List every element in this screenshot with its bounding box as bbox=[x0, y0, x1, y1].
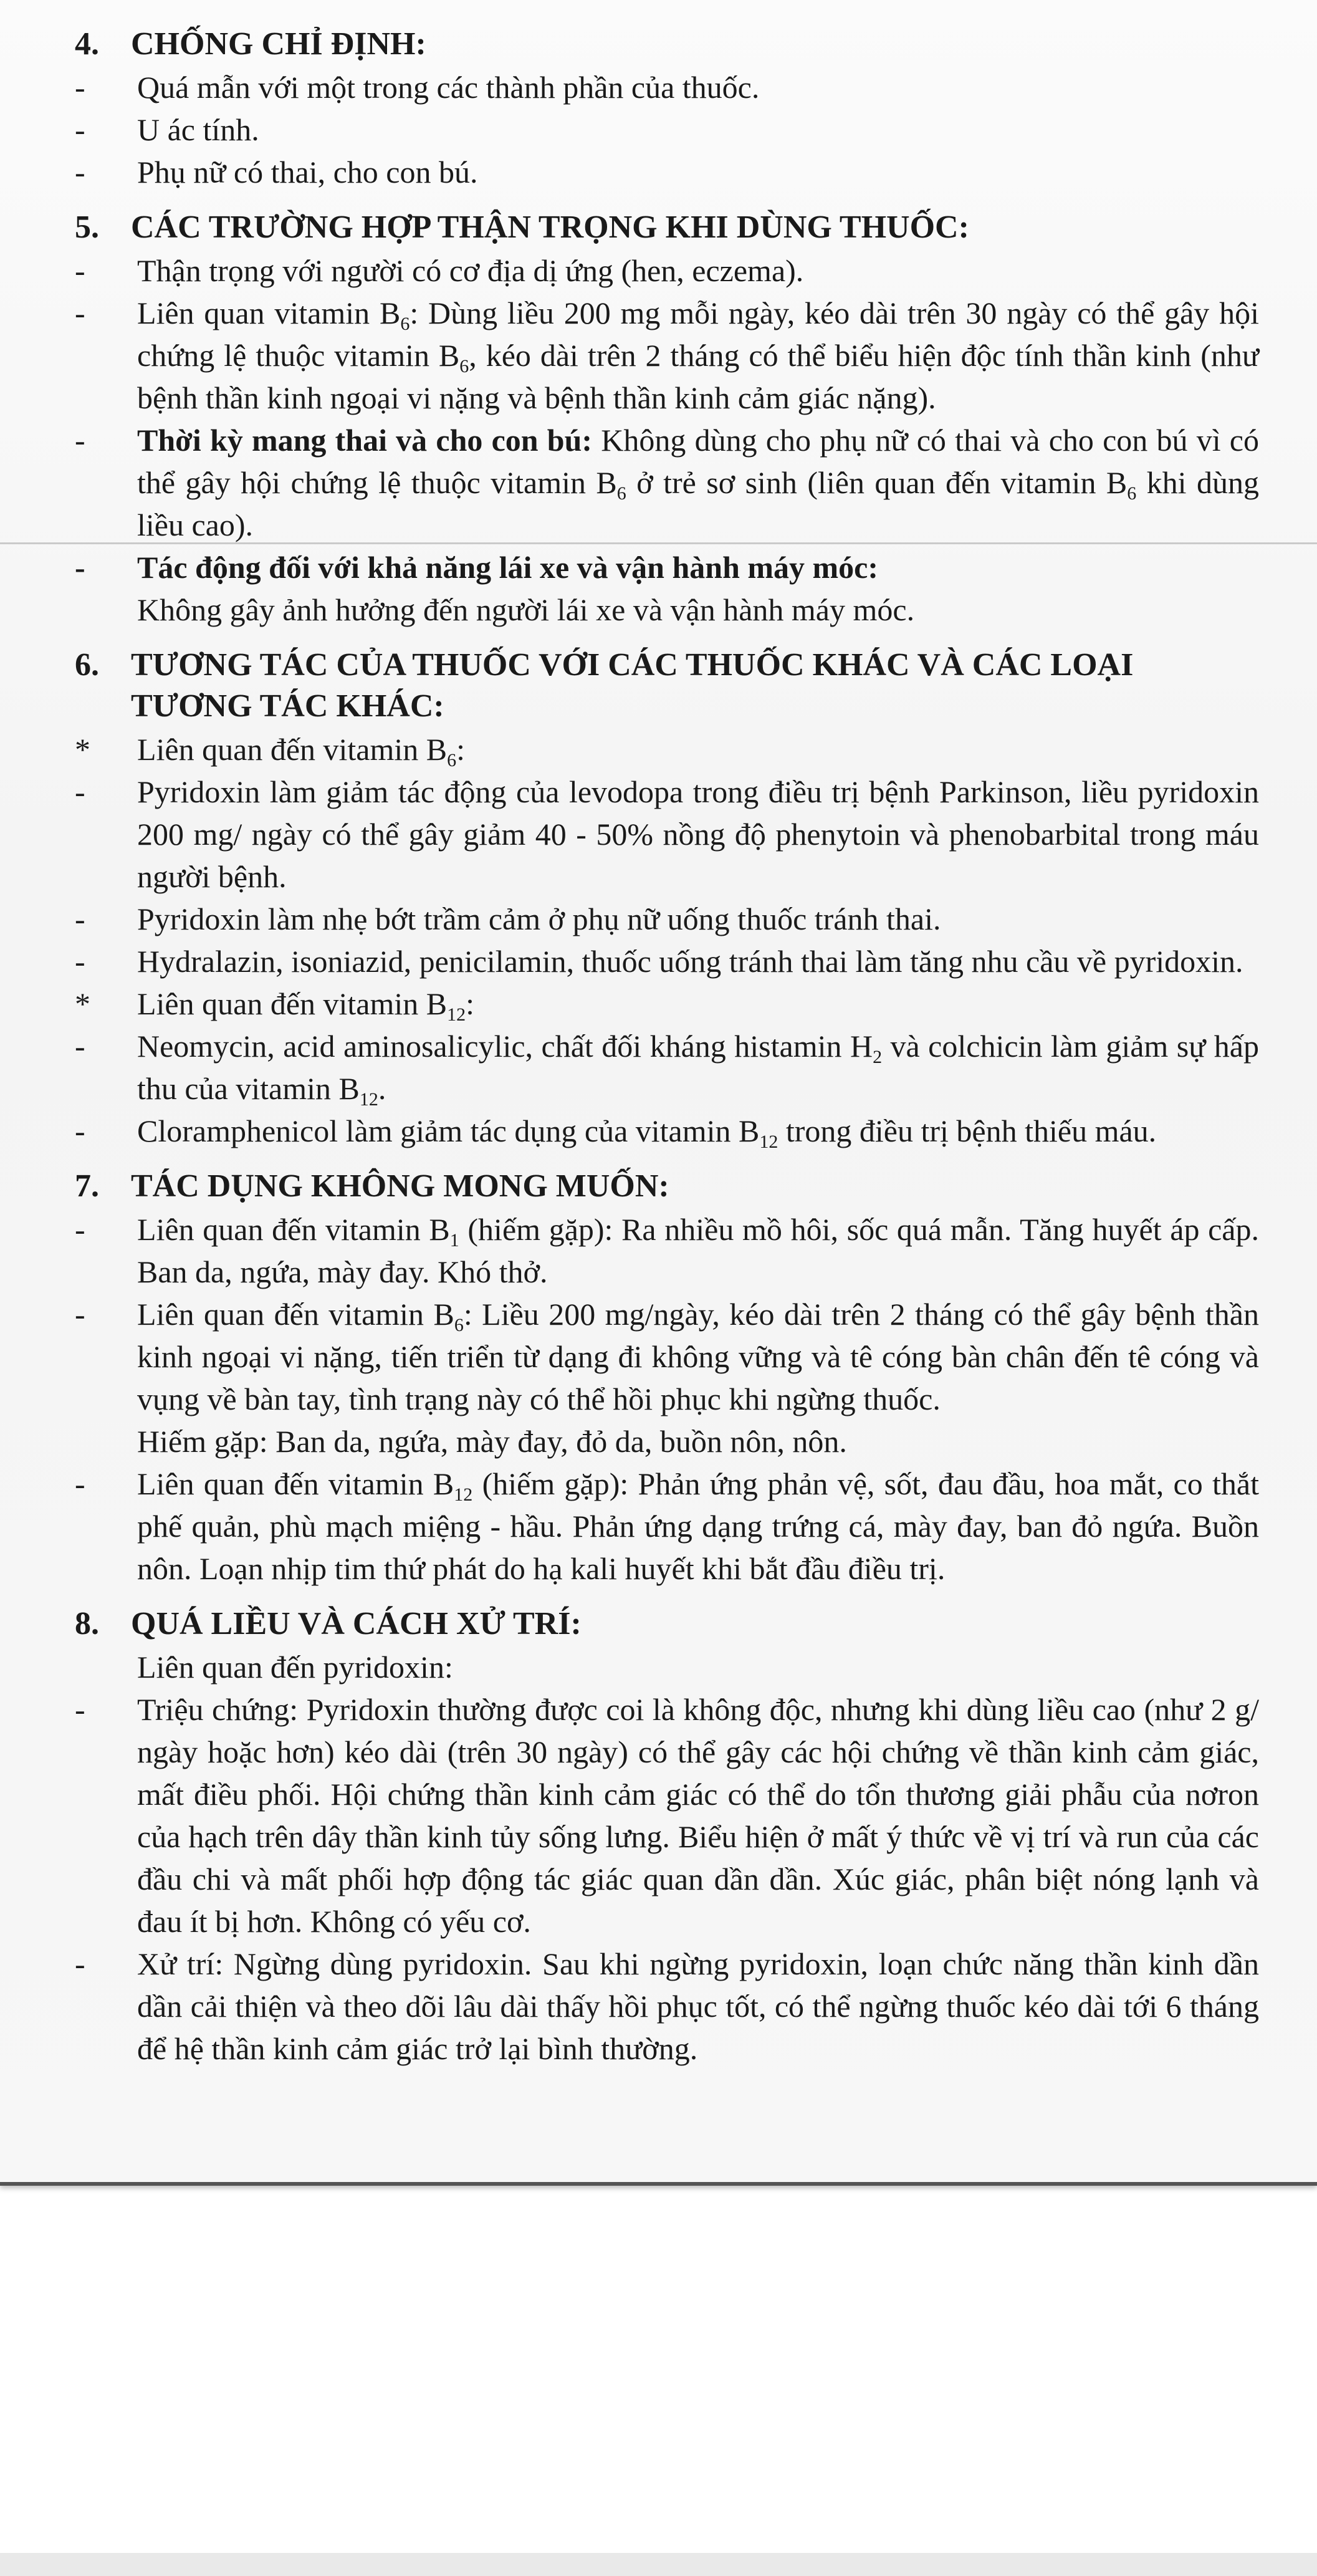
section-heading bbox=[75, 1166, 1259, 1207]
section-title: TƯƠNG TÁC CỦA THUỐC VỚI CÁC THUỐC KHÁC VÀ CÁC LOẠI TƯƠNG TÁC KHÁC: bbox=[131, 647, 1134, 724]
bullet: - bbox=[75, 155, 85, 190]
list-item bbox=[75, 66, 1259, 108]
item-text: Thận trọng với người có cơ địa dị ứng (hen, eczema). bbox=[137, 253, 804, 288]
section-number: 7. bbox=[75, 1168, 99, 1204]
text-run: Liên quan đến vitamin B bbox=[137, 1212, 450, 1247]
section-title: CHỐNG CHỈ ĐỊNH: bbox=[131, 26, 426, 62]
subscript: 6 bbox=[447, 750, 457, 771]
item-text bbox=[137, 1208, 1259, 1293]
text-run: (hiếm gặp): Phản ứng phản vệ, sốt, đau đầu, hoa mắt, co thắt phế quản, phù mạch miệng - hầu. Phản ứng dạng trứng cá, mày đay, ban đỏ ngứa. Buồn nôn. Loạn nhịp tim thứ phát do hạ kali huyết khi bắt đầu điều trị. bbox=[137, 1466, 1259, 1586]
section-title: QUÁ LIỀU VÀ CÁCH XỬ TRÍ: bbox=[131, 1606, 582, 1641]
subscript: 2 bbox=[873, 1047, 883, 1067]
item-text: Quá mẫn với một trong các thành phần của thuốc. bbox=[137, 70, 760, 105]
bullet: - bbox=[75, 1113, 85, 1148]
subscript: 6 bbox=[400, 314, 410, 334]
bullet: - bbox=[75, 70, 85, 105]
item-text bbox=[137, 728, 1259, 771]
text-run: . bbox=[378, 1071, 386, 1106]
scanner-bottom-band bbox=[0, 2553, 1317, 2576]
item-text: Pyridoxin làm giảm tác động của levodopa trong điều trị bệnh Parkinson, liều pyridoxin 200 mg/ ngày có thể gây giảm 40 - 50% nồng độ phenytoin và phenobarbital trong máu người bệnh. bbox=[137, 774, 1259, 894]
subscript: 12 bbox=[359, 1089, 378, 1110]
list-item bbox=[75, 1293, 1259, 1420]
subscript: 12 bbox=[454, 1484, 473, 1505]
section-precautions bbox=[75, 207, 1259, 631]
section-interactions bbox=[75, 645, 1259, 1152]
section-number: 5. bbox=[75, 209, 99, 245]
item-text: Phụ nữ có thai, cho con bú. bbox=[137, 155, 478, 190]
list-item bbox=[75, 292, 1259, 419]
text-run: : Liều 200 mg/ngày, kéo dài trên 2 tháng có thể gây bệnh thần kinh ngoại vi nặng, tiến triển từ dạng đi không vững và tê cóng bàn chân đến tê cóng và vụng về bàn tay, tình trạng này có thể hồi phục khi ngừng thuốc. bbox=[137, 1297, 1259, 1416]
list-item bbox=[75, 546, 1259, 589]
subscript: 6 bbox=[459, 356, 469, 377]
section-overdose bbox=[75, 1603, 1259, 2070]
bullet: * bbox=[75, 986, 90, 1021]
section-heading bbox=[75, 645, 1259, 727]
section-title: TÁC DỤNG KHÔNG MONG MUỐN: bbox=[131, 1168, 669, 1204]
item-text: Xử trí: Ngừng dùng pyridoxin. Sau khi ngừng pyridoxin, loạn chức năng thần kinh dần dần cải thiện và theo dõi lâu dài thấy hồi phục tốt, có thể ngừng thuốc kéo dài tới 6 tháng để hệ thần kinh cảm giác trở lại bình thường. bbox=[137, 1946, 1259, 2066]
text-run: (hiếm gặp): Ra nhiều mồ hôi, sốc quá mẫn. Tăng huyết áp cấp. Ban da, ngứa, mày đay. Khó thở. bbox=[137, 1212, 1259, 1289]
section-contraindications bbox=[75, 24, 1259, 193]
text-run: khi dùng liều cao). bbox=[137, 465, 1259, 542]
list-item bbox=[75, 771, 1259, 898]
list-item bbox=[75, 983, 1259, 1025]
paragraph: Không gây ảnh hưởng đến người lái xe và vận hành máy móc. bbox=[137, 592, 915, 627]
text-run: Liên quan đến vitamin B bbox=[137, 986, 448, 1021]
bullet: - bbox=[75, 1466, 85, 1501]
bullet: - bbox=[75, 901, 85, 936]
text-run: Không dùng cho phụ nữ có thai và cho con bú vì có thể gây hội chứng lệ thuộc vitamin B bbox=[137, 423, 1259, 500]
bullet: - bbox=[75, 1297, 85, 1332]
list-item bbox=[75, 1943, 1259, 2070]
list-item bbox=[75, 108, 1259, 151]
document-body bbox=[75, 24, 1259, 2083]
text-run: Liên quan vitamin B bbox=[137, 296, 401, 330]
item-text bbox=[137, 1463, 1259, 1590]
item-text bbox=[137, 419, 1259, 546]
item-text bbox=[137, 292, 1259, 419]
subscript: 6 bbox=[616, 483, 626, 504]
section-adverse-effects bbox=[75, 1166, 1259, 1590]
text-run: Neomycin, acid aminosalicylic, chất đối kháng histamin H bbox=[137, 1029, 873, 1064]
bullet: - bbox=[75, 1692, 85, 1727]
section-heading bbox=[75, 24, 1259, 65]
bullet: - bbox=[75, 1946, 85, 1981]
item-text bbox=[137, 1025, 1259, 1110]
list-item bbox=[75, 1463, 1259, 1590]
bold-lead: Thời kỳ mang thai và cho con bú: bbox=[137, 423, 593, 458]
subscript: 12 bbox=[759, 1132, 778, 1152]
paragraph: Hiếm gặp: Ban da, ngứa, mày đay, đỏ da, buồn nôn, nôn. bbox=[137, 1424, 847, 1459]
text-run: Liên quan đến vitamin B bbox=[137, 732, 448, 767]
item-text bbox=[137, 983, 1259, 1025]
list-item bbox=[75, 1688, 1259, 1943]
bullet: - bbox=[75, 253, 85, 288]
section-number: 6. bbox=[75, 647, 99, 683]
bullet: - bbox=[75, 550, 85, 585]
section-title: CÁC TRƯỜNG HỢP THẬN TRỌNG KHI DÙNG THUỐC: bbox=[131, 209, 969, 245]
text-run: Liên quan đến vitamin B bbox=[137, 1466, 454, 1501]
list-item bbox=[75, 249, 1259, 292]
text-run: và colchicin làm giảm sự hấp thu của vitamin B bbox=[137, 1029, 1259, 1106]
bullet: - bbox=[75, 423, 85, 458]
bullet: * bbox=[75, 732, 90, 767]
item-text: U ác tính. bbox=[137, 112, 259, 147]
text-run: trong điều trị bệnh thiếu máu. bbox=[778, 1113, 1157, 1148]
item-text: Triệu chứng: Pyridoxin thường được coi là không độc, nhưng khi dùng liều cao (như 2 g/ ngày hoặc hơn) kéo dài (trên 30 ngày) có thể gây các hội chứng về thần kinh cảm giác, mất điều phối. Hội chứng thần kinh cảm giác có thể do tổn thương giải phẫu của nơron của hạch trên dây thần kinh tủy sống lưng. Biểu hiện ở mất ý thức về vị trí và run của các đầu chi và mất phối hợp động tác giác quan dần dần. Xúc giác, phân biệt nóng lạnh và đau ít bị hơn. Không có yếu cơ. bbox=[137, 1692, 1259, 1939]
bullet: - bbox=[75, 296, 85, 330]
list-item bbox=[75, 898, 1259, 940]
subscript: 6 bbox=[1127, 483, 1137, 504]
text-run: : bbox=[466, 986, 475, 1021]
list-item bbox=[75, 1025, 1259, 1110]
bullet: - bbox=[75, 774, 85, 809]
item-text: Hydralazin, isoniazid, penicilamin, thuốc uống tránh thai làm tăng nhu cầu về pyridoxin. bbox=[137, 944, 1243, 979]
bullet: - bbox=[75, 1212, 85, 1247]
section-heading bbox=[75, 207, 1259, 248]
subscript: 1 bbox=[449, 1230, 459, 1251]
text-run: Liên quan đến vitamin B bbox=[137, 1297, 454, 1332]
bullet: - bbox=[75, 944, 85, 979]
bullet: - bbox=[75, 1029, 85, 1064]
text-run: : Dùng liều 200 mg mỗi ngày, kéo dài trên 30 ngày có thể gây hội chứng lệ thuộc vitamin B bbox=[137, 296, 1259, 373]
list-item bbox=[75, 1208, 1259, 1293]
text-run: Cloramphenicol làm giảm tác dụng của vitamin B bbox=[137, 1113, 760, 1148]
section-heading bbox=[75, 1603, 1259, 1645]
text-run: , kéo dài trên 2 tháng có thể biểu hiện độc tính thần kinh (như bệnh thần kinh ngoại vi nặng và bệnh thần kinh cảm giác nặng). bbox=[137, 338, 1259, 415]
subscript: 12 bbox=[447, 1004, 466, 1025]
section-number: 4. bbox=[75, 26, 99, 62]
text-run: ở trẻ sơ sinh (liên quan đến vitamin B bbox=[626, 465, 1128, 500]
subscript: 6 bbox=[454, 1315, 464, 1335]
section-number: 8. bbox=[75, 1606, 99, 1641]
list-item bbox=[75, 151, 1259, 193]
text-run: : bbox=[456, 732, 466, 767]
item-text: Pyridoxin làm nhẹ bớt trầm cảm ở phụ nữ uống thuốc tránh thai. bbox=[137, 901, 941, 936]
item-text: Tác động đối với khả năng lái xe và vận hành máy móc: bbox=[137, 550, 879, 585]
paragraph: Liên quan đến pyridoxin: bbox=[137, 1650, 453, 1684]
list-item bbox=[75, 419, 1259, 546]
list-item bbox=[75, 728, 1259, 771]
list-item bbox=[75, 1110, 1259, 1152]
item-text bbox=[137, 1293, 1259, 1420]
list-item bbox=[75, 940, 1259, 983]
bullet: - bbox=[75, 112, 85, 147]
item-text bbox=[137, 1110, 1259, 1152]
